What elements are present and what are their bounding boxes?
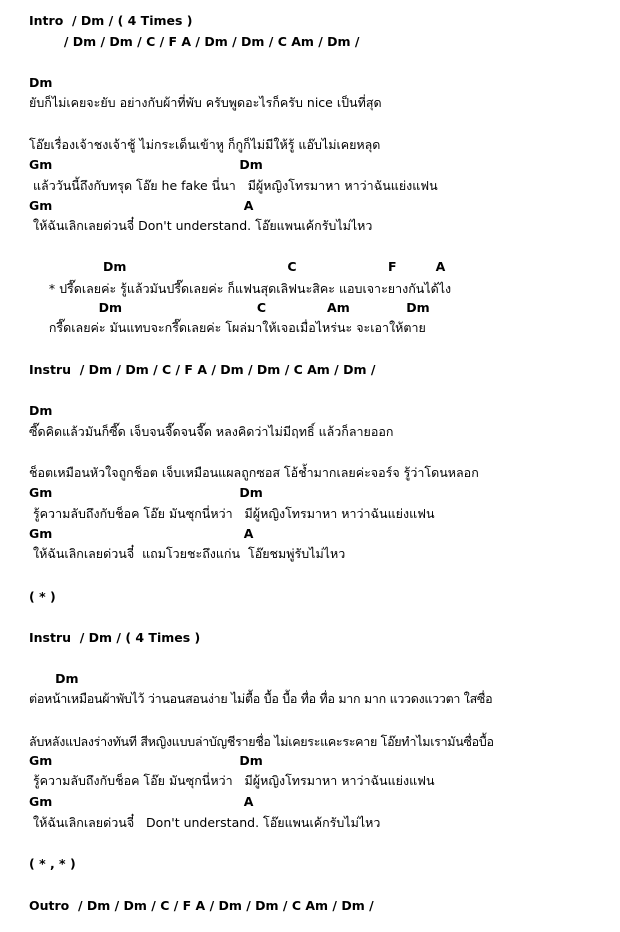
- lyric-line: ยับก็ไม่เคยจะยับ อย่างกับผ้าที่พับ ครับพูดอะไรก็ครับ nice เป็นที่สุด: [29, 95, 382, 110]
- lyric-line: ให้ฉันเลิกเลยด่วนจี๋ แถมโวยชะถึงแก่น โอ๊ยชมพู่รับไม่ไหว: [29, 546, 346, 561]
- lyric-line: ช็อตเหมือนหัวใจถูกช็อต เจ็บเหมือนแผลถูกซอส โอ้ช้ำมากเลยค่ะจอร์จ รู้ว่าโดนหลอก: [29, 465, 479, 480]
- chord-line: Dm: [29, 75, 53, 90]
- instru-label: Instru / Dm / ( 4 Times ): [29, 630, 201, 645]
- lyric-line: รู้ความลับถึงกับช็อค โอ๊ย มันซุกนี่หว่า มีผู้หญิงโทรมาหา หาว่าฉันแย่งแฟน: [29, 773, 435, 788]
- outro-progression: Outro / Dm / Dm / C / F A / Dm / Dm / C Am / Dm /: [29, 898, 374, 913]
- intro-label: Intro / Dm / ( 4 Times ): [29, 13, 193, 28]
- chorus-lyric-line: กรี๊ดเลยค่ะ มันแทบจะกรี๊ดเลยค่ะ โผล่มาให้เจอเมื่อไหร่นะ จะเอาให้ตาย: [29, 320, 426, 335]
- chord-line: Dm: [29, 403, 53, 418]
- intro-progression: / Dm / Dm / C / F A / Dm / Dm / C Am / Dm /: [29, 34, 360, 49]
- chord-line: Gm Dm: [29, 485, 263, 500]
- chord-line: Gm A: [29, 526, 254, 541]
- chord-line: Gm Dm: [29, 753, 263, 768]
- lyric-line: ต่อหน้าเหมือนผ้าพับไว้ ว่านอนสอนง่าย ไม่ตื้อ บื้อ บื้อ ทื่อ ทื่อ มาก มาก แววดงแววตา ใสซื่อ: [29, 691, 493, 706]
- lyric-line: แล้ววันนี้ถึงกับทรุด โอ๊ย he fake นี่นา มีผู้หญิงโทรมาหา หาว่าฉันแย่งแฟน: [29, 178, 438, 193]
- instru-progression: Instru / Dm / Dm / C / F A / Dm / Dm / C Am / Dm /: [29, 362, 376, 377]
- lyric-line: ลับหลังแปลงร่างทันที สีหญิงแบบล่าบัญชีรายชื่อ ไม่เคยระแคะระคาย โอ๊ยทำไมเรามันซื่อบื้อ: [29, 734, 494, 749]
- chord-line: Dm: [29, 671, 79, 686]
- lyric-line: ให้ฉันเลิกเลยด่วนจี๋ Don't understand. โอ๊ยแพนเค้กรับไม่ไหว: [29, 815, 381, 830]
- lyric-line: รู้ความลับถึงกับช็อค โอ๊ย มันซุกนี่หว่า มีผู้หญิงโทรมาหา หาว่าฉันแย่งแฟน: [29, 506, 435, 521]
- chord-line: Gm A: [29, 794, 254, 809]
- lyric-line: ซี๊ดคิดแล้วมันก็ซี๊ด เจ็บจนจี๊ดจนจี๊ด หลงคิดว่าไม่มีฤทธิ์ แล้วก็ลายออก: [29, 424, 394, 439]
- chord-line: Gm A: [29, 198, 254, 213]
- chorus-repeat-marker: ( * , * ): [29, 856, 76, 871]
- chorus-chord-line: Dm C Am Dm: [29, 300, 430, 315]
- chord-line: Gm Dm: [29, 157, 263, 172]
- lyric-line: โอ๊ยเรื่องเจ้าชงเจ้าชู้ ไม่กระเด็นเข้าหู ก็กูก็ไม่มีให้รู้ แอ๊บไม่เคยหลุด: [29, 137, 381, 152]
- chorus-lyric-line: * ปรี๊ดเลยค่ะ รู้แล้วมันปรี๊ดเลยค่ะ ก็แฟนสุดเลิฟนะสิคะ แอบเจาะยางกันได้ไง: [29, 281, 452, 296]
- lyric-line: ให้ฉันเลิกเลยด่วนจี๋ Don't understand. โอ๊ยแพนเค้กรับไม่ไหว: [29, 218, 373, 233]
- chorus-repeat-marker: ( * ): [29, 589, 56, 604]
- chorus-chord-line: Dm C F A: [29, 259, 446, 274]
